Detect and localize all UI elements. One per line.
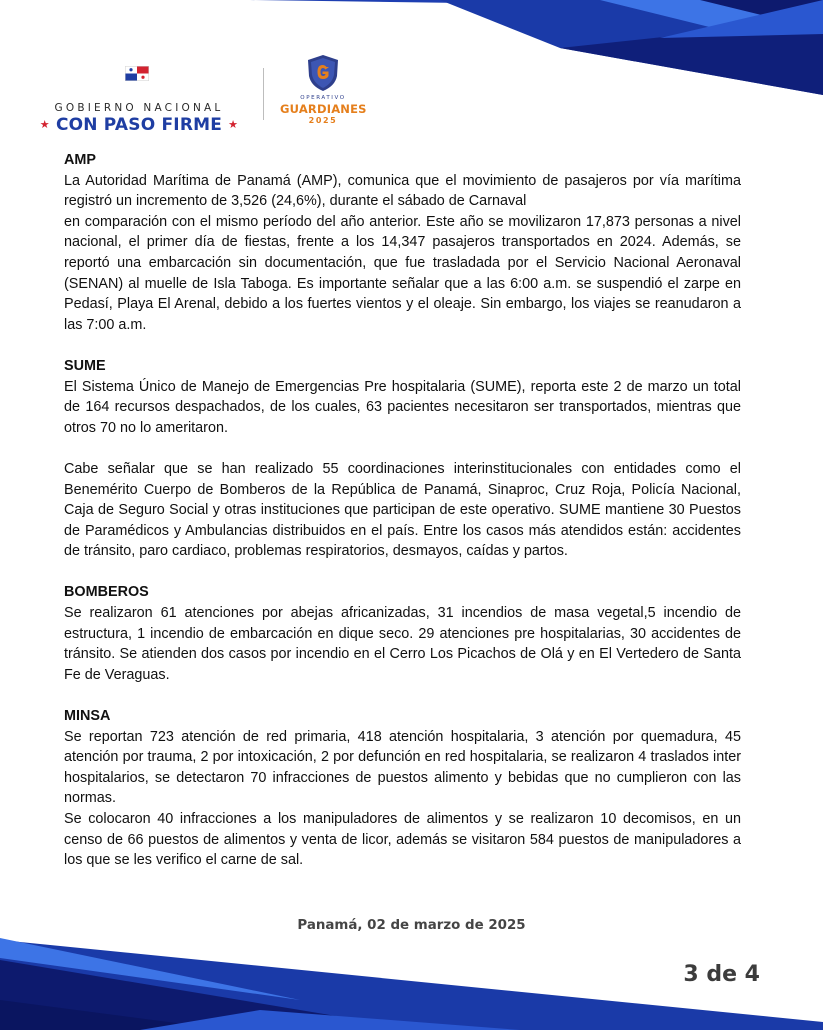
paragraph: Se realizaron 61 atenciones por abejas africanizadas, 31 incendios de masa vegetal,5 incendio de estructura, 1 incendio de embarcación en dique seco. 29 atenciones pre hospitalarias, 30 accidentes de tránsito. Se atienden dos casos por incendio en el Cerro Los Picachos de Olá y en El Vertedero de Santa Fe de Veraguas. [64,605,741,683]
header-divider [263,68,264,120]
paragraph: Se colocaron 40 infracciones a los manipuladores de alimentos y se realizaron 10 decomisos, en un censo de 66 puestos de alimentos y venta de licor, además se visitaron 584 puestos de manipuladores a los que se les verifico el carne de sal. [64,811,741,869]
gov-slogan: CON PASO FIRME [55,115,223,135]
paragraph: en comparación con el mismo período del año anterior. Este año se movilizaron 17,873 personas a nivel nacional, el primer día de fiestas, frente a los 14,347 pasajeros transportados en 2024. Además, se reportó una embarcación sin documentación, que fue trasladada por el Servicio Nacional Aeronaval (SENAN) al muelle de Isla Taboga. Es importante señalar que a las 6:00 a.m. se suspendió el zarpe en Pedasí, Playa El Arenal, debido a los fuertes vientos y el oleaje. Sin embargo, los viajes se reanudaron a las 7:00 a.m. [64,213,741,333]
section-title-bomberos: BOMBEROS [64,584,149,601]
operativo-label: OPERATIVO [300,95,346,101]
footer-date: Panamá, 02 de marzo de 2025 [297,918,526,933]
star-icon: ★ [39,118,50,131]
operativo-name: GUARDIANES [280,102,367,116]
page-header [0,52,823,135]
operativo-year: 2025 [308,116,338,125]
page-number: 3 de 4 [683,962,760,987]
gov-line1: GOBIERNO NACIONAL [54,102,224,114]
section-title-amp: AMP [64,152,96,168]
paragraph: La Autoridad Marítima de Panamá (AMP), comunica que el movimiento de pasajeros por vía marítima registró un incremento de 3,526 (24,6%), durante el sábado de Carnaval [64,172,741,210]
paragraph: El Sistema Único de Manejo de Emergencias Pre hospitalaria (SUME), reporta este 2 de marzo un total de 164 recursos despachados, de los cuales, 63 pacientes necesitaron ser transportados, mientras que otros 70 no lo ameritaron. [64,378,741,436]
paragraph: Se reportan 723 atención de red primaria, 418 atención hospitalaria, 3 atención por quemadura, 45 atención por trauma, 2 por intoxicación, 2 por defunción en red hospitalaria, se realizaron 4 traslados inter hospitalarios, se detectaron 70 infracciones de puestos alimento y bebidas que no cumplieron con las normas. [64,728,741,807]
paragraph: Cabe señalar que se han realizado 55 coordinaciones interinstitucionales con entidades como el Benemérito Cuerpo de Bomberos de la República de Panamá, Sinaproc, Cruz Roja, Policía Nacional, Caja de Seguro Social y otras instituciones que participan de este operativo. SUME mantiene 30 Puestos de Paramédicos y Ambulancias distribuidos en el país. Entre los casos más atendidos están: accidentes de tránsito, paro cardiaco, problemas respiratorios, desmayos, caídas y partos. [64,460,741,560]
gov-line2 [34,115,244,135]
section-title-minsa: MINSA [64,708,111,725]
panama-flag-icon [125,66,149,81]
star-icon: ★ [228,118,239,131]
operativo-guardianes-logo [280,54,370,132]
shield-g-icon [306,54,340,92]
document-body [64,150,741,871]
section-title-sume: SUME [64,357,106,374]
